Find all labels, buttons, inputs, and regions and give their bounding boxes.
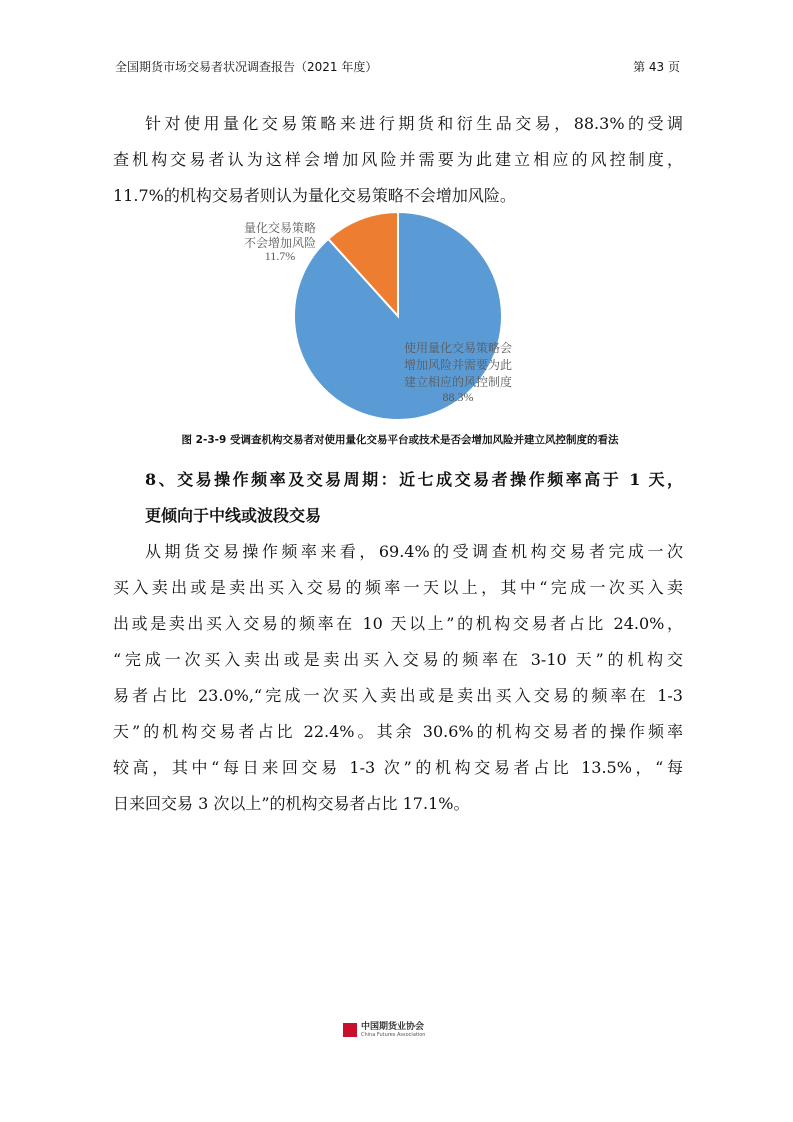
- pie-chart: [0, 0, 793, 440]
- para2-line: “完成一次买入卖出或是卖出买入交易的频率在 3-10 天”的机构交: [113, 650, 683, 669]
- para1-line: 针对使用量化交易策略来进行期货和衍生品交易，88.3%的受调: [145, 114, 683, 133]
- page-number: 第 43 页: [633, 60, 680, 74]
- para2-line: 日来回交易 3 次以上”的机构交易者占比 17.1%。: [113, 794, 470, 813]
- logo-mark-icon: [343, 1023, 357, 1037]
- para1-line: 查机构交易者认为这样会增加风险并需要为此建立相应的风控制度，: [113, 150, 683, 169]
- slice-label: 不会增加风险: [243, 236, 317, 250]
- para2-line: 出或是卖出买入交易的频率在 10 天以上”的机构交易者占比 24.0%，: [113, 614, 683, 633]
- figure-caption: 图 2-3-9 受调查机构交易者对使用量化交易平台或技术是否会增加风险并建立风控制度的看法: [181, 434, 619, 446]
- section-heading: 更倾向于中线或波段交易: [145, 506, 322, 525]
- header-title: 全国期货市场交易者状况调查报告（2021 年度）: [115, 60, 378, 74]
- slice-value-label: 88.3%: [442, 390, 474, 404]
- slice-value-label: 11.7%: [264, 249, 296, 263]
- para2-line: 买入卖出或是卖出买入交易的频率一天以上，其中“完成一次买入卖: [113, 578, 683, 597]
- slice-label: 使用量化交易策略会: [403, 341, 513, 355]
- slice-label: 增加风险并需要为此: [403, 358, 513, 372]
- logo-text-cn: 中国期货业协会: [361, 1022, 425, 1032]
- slice-label: 量化交易策略: [243, 221, 317, 235]
- para1-line: 11.7%的机构交易者则认为量化交易策略不会增加风险。: [113, 186, 516, 205]
- para2-line: 从期货交易操作频率来看，69.4%的受调查机构交易者完成一次: [145, 542, 683, 561]
- footer-logo: [343, 1022, 425, 1038]
- section-heading: 8、交易操作频率及交易周期：近七成交易者操作频率高于 1 天，: [145, 470, 683, 489]
- logo-text-en: China Futures Association: [361, 1032, 426, 1038]
- para2-line: 天”的机构交易者占比 22.4%。其余 30.6%的机构交易者的操作频率: [113, 722, 683, 741]
- slice-label: 建立相应的风控制度: [403, 375, 513, 389]
- para2-line: 易者占比 23.0%,“完成一次买入卖出或是卖出买入交易的频率在 1-3: [113, 686, 683, 705]
- para2-line: 较高，其中“每日来回交易 1-3 次”的机构交易者占比 13.5%，“每: [113, 758, 683, 777]
